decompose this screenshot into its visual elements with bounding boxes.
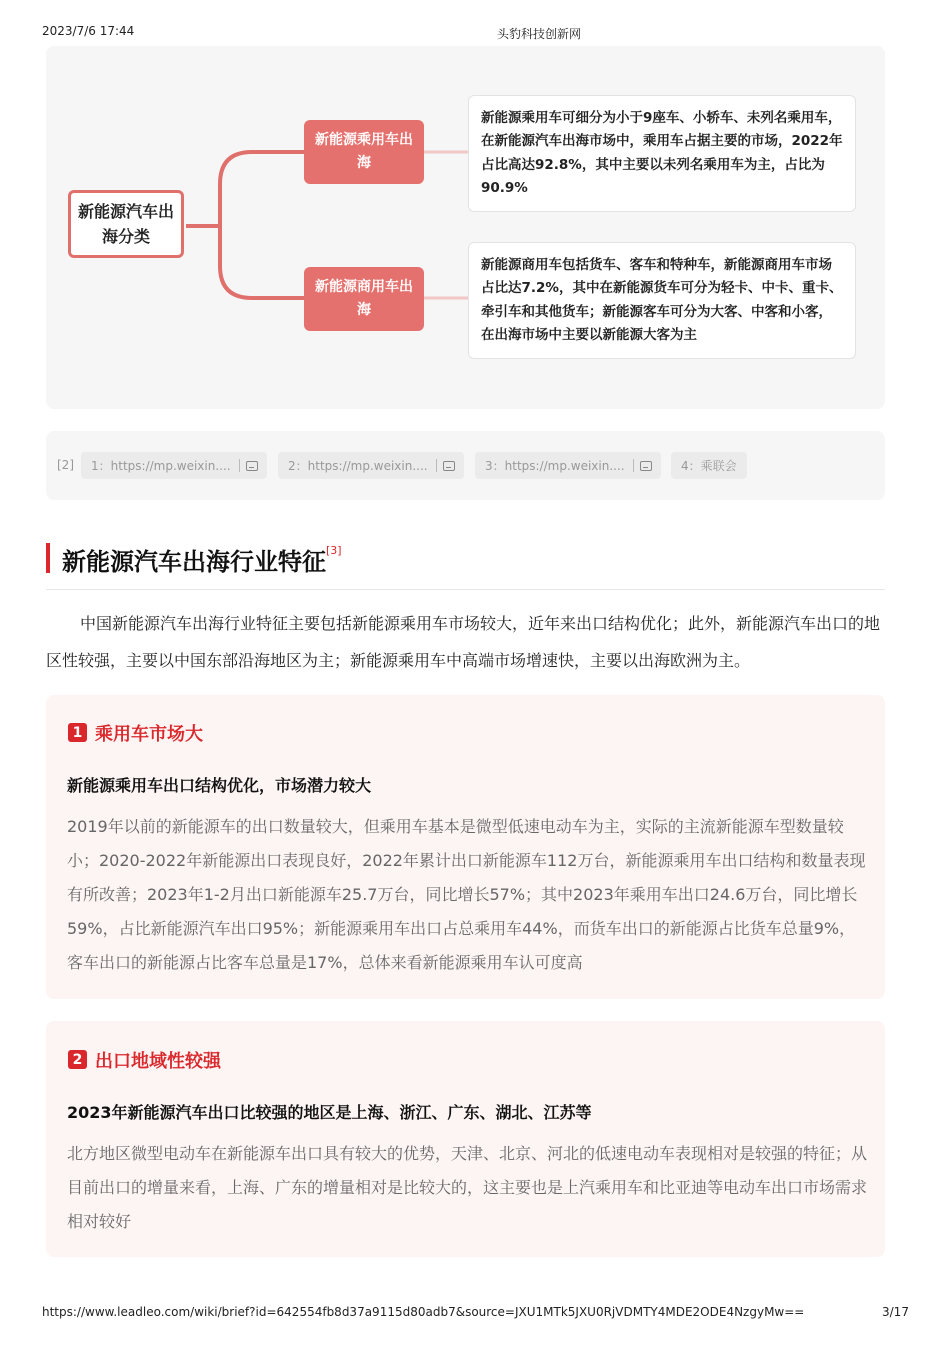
reference-chip-3[interactable] <box>475 452 661 479</box>
image-icon[interactable] <box>640 461 652 471</box>
branch-label: 新能源商用车出海 <box>315 279 413 318</box>
reference-label: 1：https://mp.weixin.... <box>91 459 231 473</box>
section-divider <box>46 589 885 590</box>
mindmap-branch-passenger <box>304 120 424 184</box>
branch-label: 新能源乘用车出海 <box>315 132 413 171</box>
page-number: 3/17 <box>882 1305 909 1319</box>
card-heading: 出口地域性较强 <box>95 1051 221 1072</box>
divider <box>633 459 634 472</box>
card-subheading: 2023年新能源汽车出口比较强的地区是上海、浙江、广东、湖北、江苏等 <box>67 1103 592 1122</box>
image-icon[interactable] <box>443 461 455 471</box>
mindmap-leaf-passenger: 新能源乘用车可细分为小于9座车、小轿车、未列名乘用车，在新能源汽车出海市场中，乘用车占据主要的市场，2022年占比高达92.8%，其中主要以未列名乘用车为主，占比为90.9% <box>468 95 856 212</box>
card-heading: 乘用车市场大 <box>95 724 203 745</box>
mindmap-branch-commercial <box>304 267 424 331</box>
reference-chip-2[interactable] <box>278 452 464 479</box>
section-intro: 中国新能源汽车出海行业特征主要包括新能源乘用车市场较大，近年来出口结构优化；此外，新能源汽车出口的地区性较强，主要以中国东部沿海地区为主；新能源乘用车中高端市场增速快，主要以出海欧洲为主。 <box>46 614 881 670</box>
reference-chip-1[interactable] <box>81 452 267 479</box>
card-number-badge: 1 <box>68 723 87 742</box>
branch-bracket <box>220 152 306 298</box>
mindmap-leaf-commercial: 新能源商用车包括货车、客车和特种车，新能源商用车市场占比达7.2%，其中在新能源货车可分为轻卡、中卡、重卡、牵引车和其他货车；新能源客车可分为大客、中客和小客，在出海市场中主要以新能源大客为主 <box>468 242 856 359</box>
site-title: 头豹科技创新网 <box>497 27 582 41</box>
reference-chip-4[interactable] <box>671 452 747 479</box>
card-body: 2019年以前的新能源车的出口数量较大，但乘用车基本是微型低速电动车为主，实际的主流新能源车型数量较小；2020-2022年新能源出口表现良好，2022年累计出口新能源车112万台，新能源乘用车出口结构和数量表现有所改善；2023年1-2月出口新能源车25.7万台，同比增长57%；其中2023年乘用车出口24.6万台，同比增长59%，占比新能源汽车出口95%；新能源乘用车出口占总乘用车44%，而货车出口的新能源占比货车总量9%，客车出口的新能源占比客车总量是17%，总体来看新能源乘用车认可度高 <box>67 817 866 972</box>
section-ref[interactable]: [3] <box>326 544 342 557</box>
card-body: 北方地区微型电动车在新能源车出口具有较大的优势，天津、北京、河北的低速电动车表现相对是较强的特征；从目前出口的增量来看，上海、广东的增量相对是比较大的，这主要也是上汽乘用车和比亚迪等电动车出口市场需求相对较好 <box>67 1144 868 1231</box>
section-title-text: 新能源汽车出海行业特征 <box>62 548 326 576</box>
card-subheading: 新能源乘用车出口结构优化，市场潜力较大 <box>67 776 372 795</box>
image-icon[interactable] <box>246 461 258 471</box>
divider <box>239 459 240 472</box>
print-datetime: 2023/7/6 17:44 <box>42 24 135 38</box>
section-title <box>62 542 342 577</box>
card-number-badge: 2 <box>68 1050 87 1069</box>
reference-label: 3：https://mp.weixin.... <box>485 459 625 473</box>
page-url: https://www.leadleo.com/wiki/brief?id=642554fb8d37a9115d80adb7&source=JXU1MTk5JXU0RjVDMTY4MDE2ODE4NzgyMw== <box>42 1305 805 1319</box>
mindmap-root-label: 新能源汽车出海分类 <box>78 202 175 246</box>
reference-index: [2] <box>57 458 74 472</box>
mindmap-root <box>68 190 184 258</box>
divider <box>436 459 437 472</box>
reference-label: 2：https://mp.weixin.... <box>288 459 428 473</box>
reference-label: 4：乘联会 <box>681 459 737 473</box>
section-accent-bar <box>46 543 50 573</box>
